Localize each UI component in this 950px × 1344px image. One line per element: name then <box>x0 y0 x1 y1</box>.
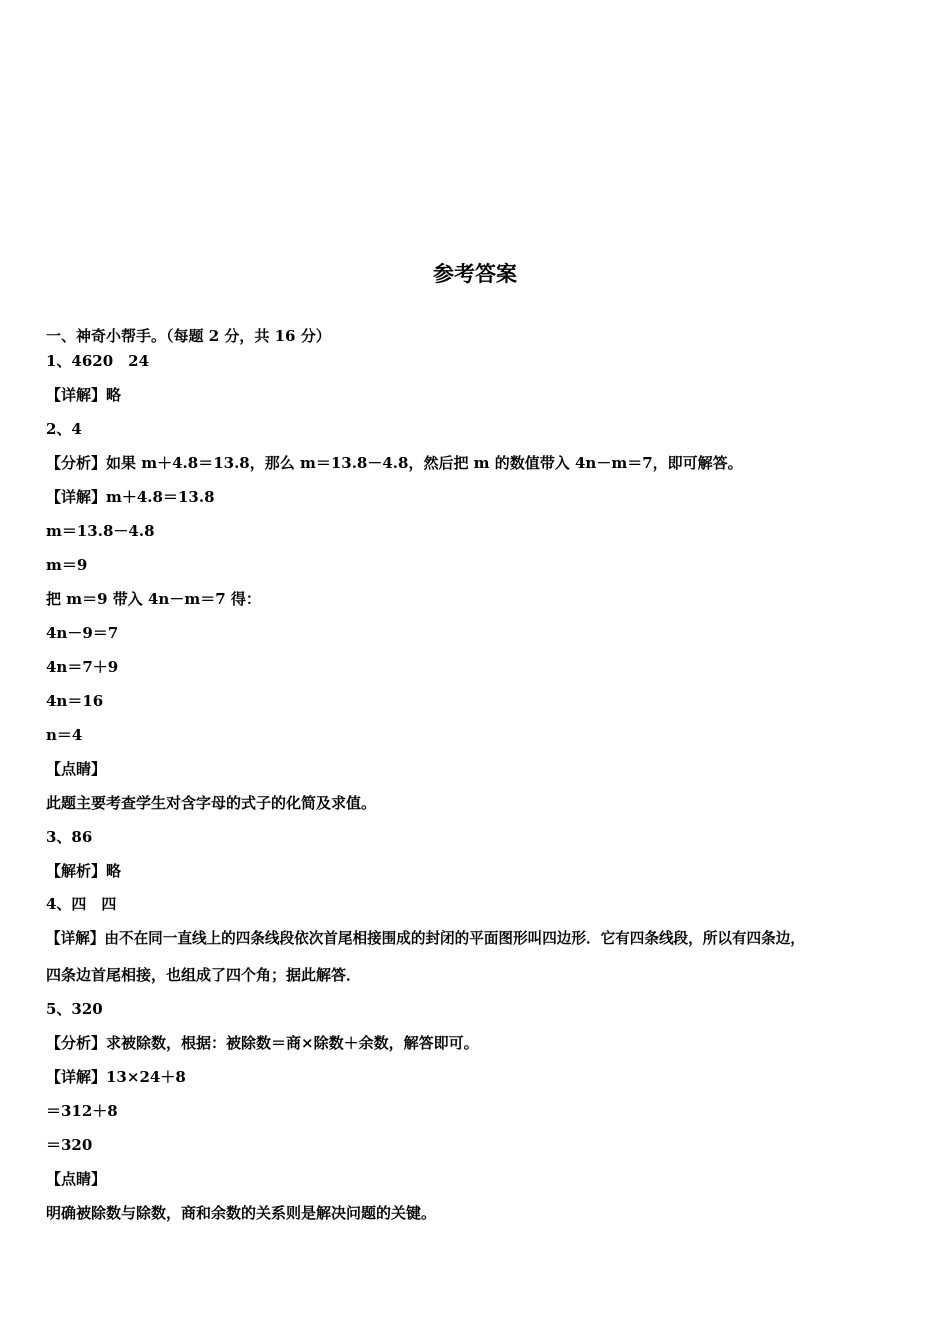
q2-step: 把 m＝9 带入 4n－m＝7 得： <box>46 590 261 608</box>
q2-comment-label: 【点睛】 <box>46 760 107 778</box>
q5-comment: 明确被除数与除数，商和余数的关系则是解决问题的关键。 <box>46 1204 437 1222</box>
q2-step: m＝13.8－4.8 <box>46 522 155 540</box>
page-title: 参考答案 <box>433 262 517 286</box>
q2-comment: 此题主要考查学生对含字母的式子的化简及求值。 <box>46 794 377 812</box>
q2-analysis: 【分析】如果 m＋4.8＝13.8，那么 m＝13.8－4.8，然后把 m 的数值带入 4n－m＝7，即可解答。 <box>46 454 743 472</box>
q2-detail: 【详解】m＋4.8＝13.8 <box>46 488 215 506</box>
q3-answer: 3、86 <box>46 828 93 846</box>
q2-step: 4n＝7＋9 <box>46 658 119 676</box>
q2-step: n＝4 <box>46 726 83 744</box>
q3-analysis: 【解析】略 <box>46 862 122 880</box>
q5-detail: 【详解】13×24＋8 <box>46 1068 186 1086</box>
q5-analysis: 【分析】求被除数，根据：被除数＝商×除数＋余数，解答即可。 <box>46 1034 479 1052</box>
q4-answer: 4、四 四 <box>46 895 117 913</box>
q5-answer: 5、320 <box>46 1000 103 1018</box>
q4-detail-line1: 【详解】由不在同一直线上的四条线段依次首尾相接围成的封闭的平面图形叫四边形．它有四条线段，所以有四条边， <box>46 930 805 947</box>
q2-step: 4n－9＝7 <box>46 624 119 642</box>
q2-step: m＝9 <box>46 556 88 574</box>
q5-comment-label: 【点睛】 <box>46 1170 107 1188</box>
q1-answer: 1、4620 24 <box>46 352 150 370</box>
q5-step: ＝320 <box>46 1136 93 1154</box>
q5-step: ＝312＋8 <box>46 1102 118 1120</box>
q2-answer: 2、4 <box>46 420 82 438</box>
section-header: 一、神奇小帮手。（每题 2 分，共 16 分） <box>46 327 331 345</box>
q4-detail-line2: 四条边首尾相接，也组成了四个角；据此解答． <box>46 966 362 984</box>
q2-step: 4n＝16 <box>46 692 104 710</box>
q1-detail: 【详解】略 <box>46 386 122 404</box>
